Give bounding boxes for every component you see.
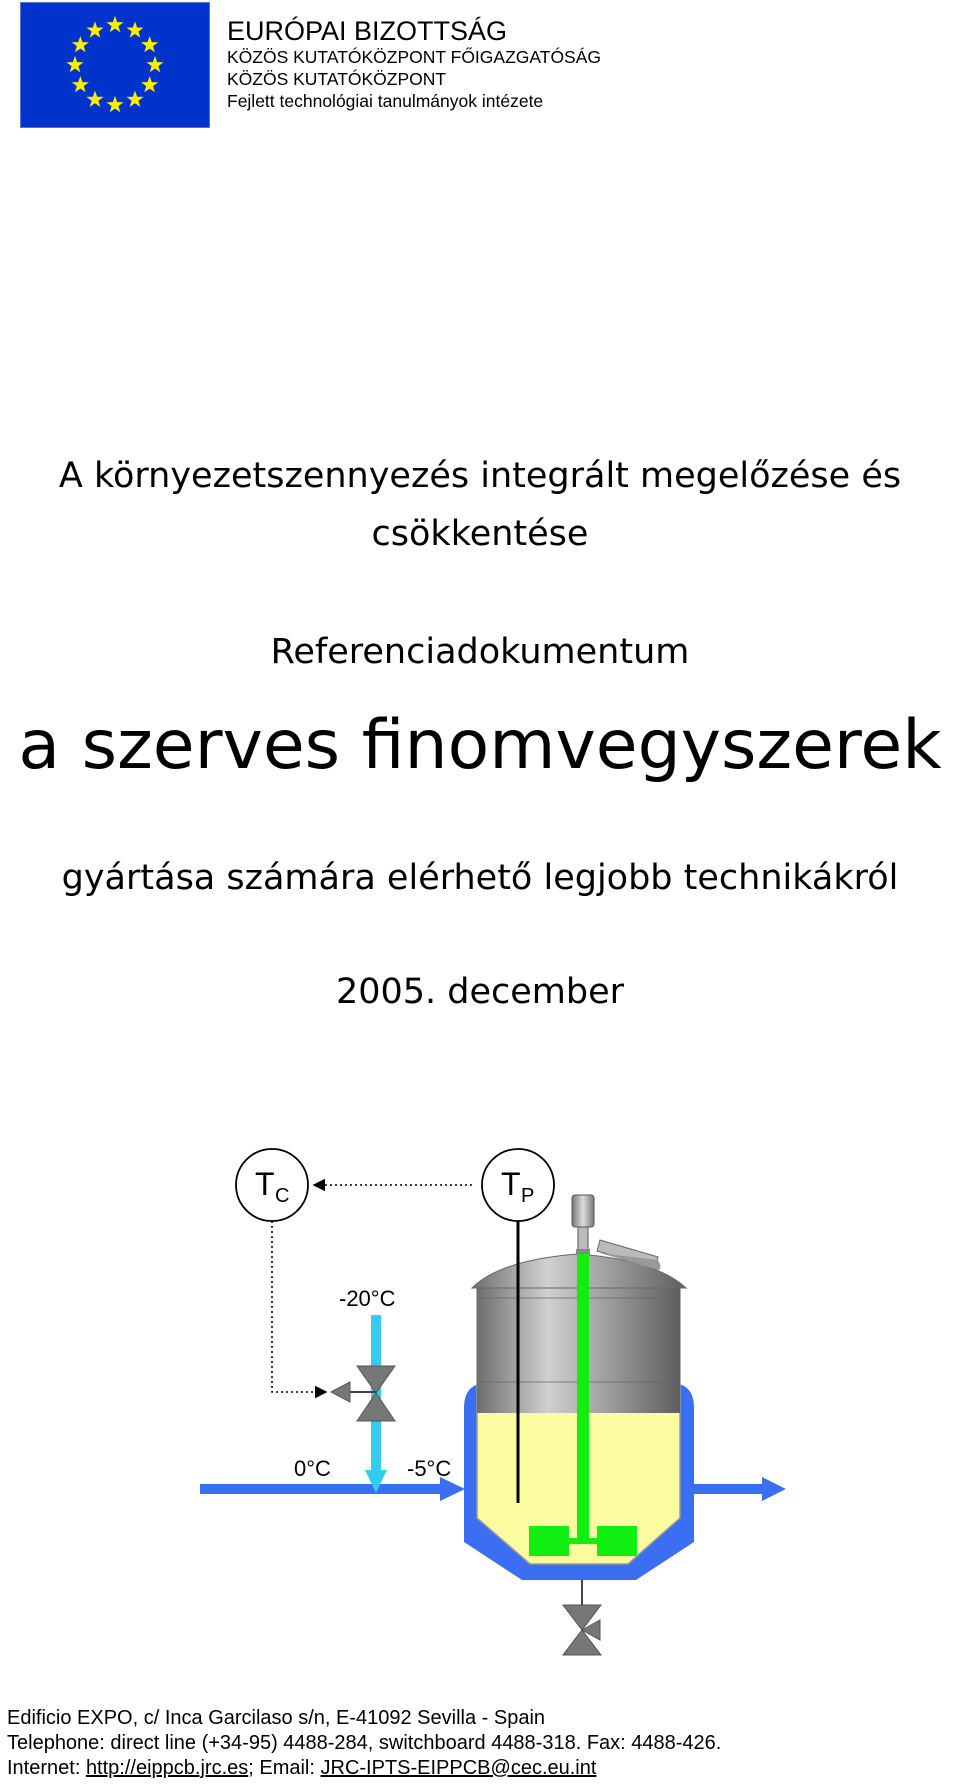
temperature-controller <box>236 1149 308 1221</box>
org-name: EURÓPAI BIZOTTSÁG <box>227 16 508 46</box>
drain-valve <box>563 1580 601 1655</box>
footer-address: Edificio EXPO, c/ Inca Garcilaso s/n, E-41092 Sevilla - Spain <box>7 1707 546 1729</box>
email-label: ; Email: <box>248 1757 321 1779</box>
org-institute: Fejlett technológiai tanulmányok intézete <box>227 91 544 111</box>
document-main-title: a szerves finomvegyszerek <box>18 706 942 785</box>
temp-mixed-label: -5°C <box>407 1456 452 1481</box>
tp-label: T <box>501 1166 521 1202</box>
internet-label: Internet: <box>7 1757 86 1779</box>
document-title-line1: A környezetszennyezés integrált megelőzése és <box>58 456 902 496</box>
document-date: 2005. december <box>335 972 625 1012</box>
tp-subscript: P <box>521 1185 535 1207</box>
temperature-probe <box>482 1149 554 1221</box>
website-link[interactable]: http://eippcb.jrc.es <box>85 1757 249 1779</box>
footer-telephone: Telephone: direct line (+34-95) 4488-284, switchboard 4488-318. Fax: 4488-426. <box>7 1732 722 1754</box>
tc-label: T <box>255 1166 275 1202</box>
temp-cold-label: -20°C <box>339 1286 396 1311</box>
document-title-line2: csökkentése <box>371 514 589 554</box>
document-type: Referenciadokumentum <box>270 632 690 672</box>
email-link[interactable]: JRC-IPTS-EIPPCB@cec.eu.int <box>320 1757 597 1779</box>
temp-inlet-label: 0°C <box>294 1456 331 1481</box>
eu-flag-logo <box>20 2 210 128</box>
organization-block <box>227 16 601 112</box>
reactor-diagram <box>200 1140 800 1680</box>
header <box>20 2 920 132</box>
outlet-line <box>680 1477 786 1501</box>
tc-subscript: C <box>275 1185 290 1207</box>
footer <box>7 1706 721 1781</box>
control-valve <box>331 1366 395 1421</box>
org-centre: KÖZÖS KUTATÓKÖZPONT <box>227 69 447 89</box>
org-directorate: KÖZÖS KUTATÓKÖZPONT FŐIGAZGATÓSÁG <box>227 47 602 67</box>
footer-contact <box>7 1756 721 1781</box>
document-subtitle: gyártása számára elérhető legjobb technikákról <box>61 858 899 898</box>
